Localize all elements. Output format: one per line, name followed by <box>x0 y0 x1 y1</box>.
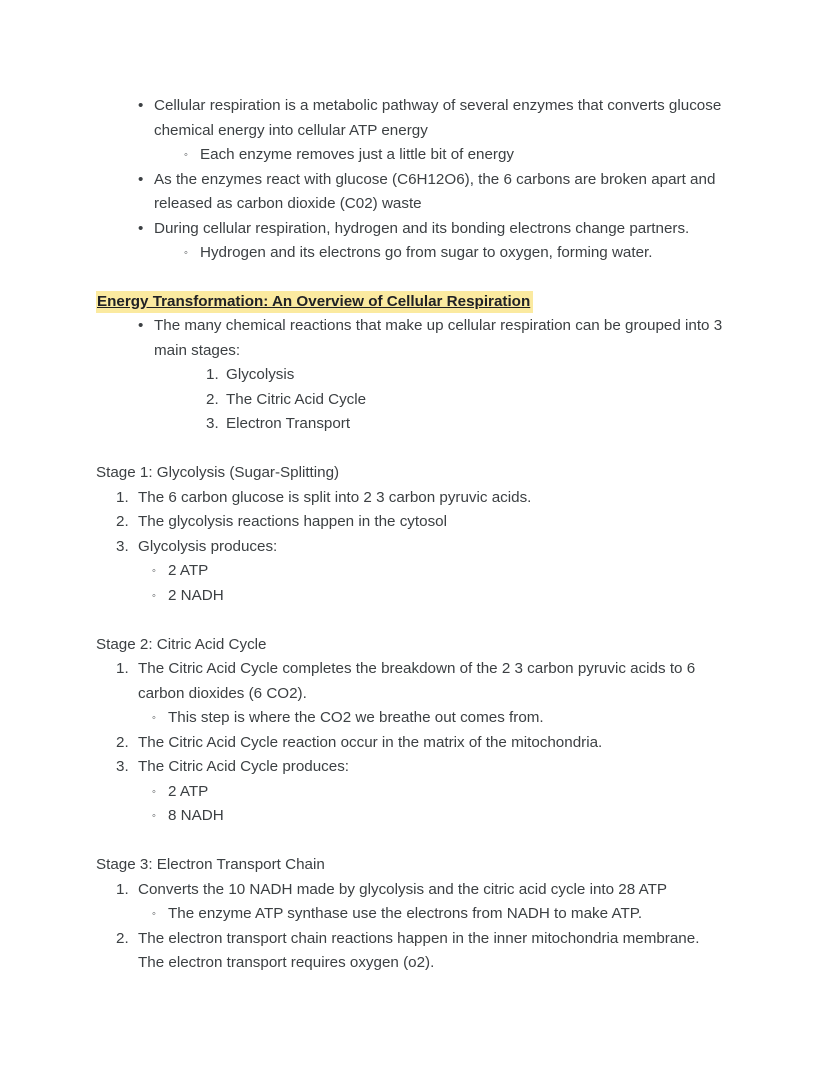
stage-2-sub-list-2 <box>152 780 730 829</box>
list-item <box>116 657 730 731</box>
list-item <box>184 143 730 168</box>
list-item <box>152 584 730 609</box>
list-item <box>116 535 730 609</box>
list-item <box>116 510 730 535</box>
list-item-text: The Citric Acid Cycle reaction occur in the matrix of the mitochondria. <box>138 733 603 751</box>
list-item <box>116 486 730 511</box>
list-number: 3. <box>116 758 129 775</box>
list-item-text: Glycolysis <box>226 366 295 383</box>
list-number: 2. <box>206 390 219 408</box>
stage-3-title: Stage 3: Electron Transport Chain <box>96 856 325 873</box>
stage-1-sub-list <box>152 559 730 608</box>
stage-1-list <box>116 486 730 609</box>
list-item-text: As the enzymes react with glucose (C6H12O6), the 6 carbons are broken apart and released as carbon dioxide (C02) waste <box>154 170 716 212</box>
section-gap <box>96 437 730 462</box>
list-item <box>152 559 730 584</box>
list-item-text: During cellular respiration, hydrogen and its bonding electrons change partners. <box>154 219 690 237</box>
list-item-text: 2 ATP <box>168 782 209 800</box>
list-item-text: 2 NADH <box>168 586 224 604</box>
section-gap <box>96 608 730 633</box>
stage-3-sub-list-0 <box>152 902 730 927</box>
intro-bullet-list <box>138 94 730 266</box>
stage-2-list <box>116 657 730 829</box>
list-item <box>116 927 730 976</box>
section-gap <box>96 829 730 854</box>
list-number: 2. <box>116 513 129 530</box>
list-item <box>138 314 730 437</box>
list-number: 1. <box>206 366 219 383</box>
bullet-icon: • <box>138 317 144 334</box>
list-item-text: 2 ATP <box>168 562 209 579</box>
list-item-text: The enzyme ATP synthase use the electrons from NADH to make ATP. <box>168 905 643 922</box>
list-item-text: The electron transport chain reactions happen in the inner mitochondria membrane. The electron transport requires oxygen (o2). <box>138 929 700 971</box>
bullet-icon: • <box>138 219 144 237</box>
hollow-bullet-icon: ◦ <box>152 810 156 822</box>
intro-sub-list-0 <box>184 143 730 168</box>
list-item <box>116 878 730 927</box>
list-item <box>152 902 730 927</box>
section-heading <box>96 290 730 315</box>
list-item-text: Each enzyme removes just a little bit of energy <box>200 146 515 163</box>
hollow-bullet-icon: ◦ <box>152 785 156 798</box>
hollow-bullet-icon: ◦ <box>152 589 156 602</box>
list-number: 3. <box>206 415 219 432</box>
list-item-text: The Citric Acid Cycle produces: <box>138 758 350 775</box>
list-item <box>116 755 730 829</box>
stage-3-list <box>116 878 730 976</box>
list-number: 2. <box>116 929 129 947</box>
list-item <box>116 731 730 756</box>
section-heading-text: Energy Transformation: An Overview of Cellular Respiration <box>96 291 533 313</box>
list-item <box>152 804 730 829</box>
list-item <box>138 217 730 266</box>
list-item-text: This step is where the CO2 we breathe out comes from. <box>168 709 544 726</box>
list-number: 2. <box>116 733 129 751</box>
list-item-text: Electron Transport <box>226 415 351 432</box>
list-item-text: Hydrogen and its electrons go from sugar to oxygen, forming water. <box>200 244 653 261</box>
list-number: 1. <box>116 880 129 898</box>
list-item-text: The Citric Acid Cycle <box>226 390 367 408</box>
overview-bullet-list <box>138 314 730 437</box>
intro-sub-list-2 <box>184 241 730 266</box>
list-item <box>138 168 730 217</box>
list-item-text: The Citric Acid Cycle completes the breakdown of the 2 3 carbon pyruvic acids to 6 carbon dioxides (6 CO2). <box>138 660 696 702</box>
list-item-text: 8 NADH <box>168 807 224 824</box>
list-item <box>152 706 730 731</box>
list-item-text: The 6 carbon glucose is split into 2 3 carbon pyruvic acids. <box>138 488 532 506</box>
list-item-text: Glycolysis produces: <box>138 537 278 555</box>
bullet-icon: • <box>138 170 144 188</box>
list-number: 1. <box>116 488 129 506</box>
hollow-bullet-icon: ◦ <box>152 565 156 577</box>
list-item-text: Cellular respiration is a metabolic pathway of several enzymes that converts glucose chemical energy into cellular ATP energy <box>154 97 722 139</box>
overview-stage-list <box>206 363 730 437</box>
stage-2-sub-list-0 <box>152 706 730 731</box>
list-number: 3. <box>116 537 129 555</box>
hollow-bullet-icon: ◦ <box>152 712 156 724</box>
document-body <box>96 94 730 976</box>
list-number: 1. <box>116 660 129 677</box>
list-item-text: Converts the 10 NADH made by glycolysis and the citric acid cycle into 28 ATP <box>138 880 667 898</box>
list-item <box>206 363 730 388</box>
hollow-bullet-icon: ◦ <box>152 908 156 920</box>
hollow-bullet-icon: ◦ <box>184 247 188 259</box>
hollow-bullet-icon: ◦ <box>184 149 188 161</box>
list-item <box>152 780 730 805</box>
stage-2-title: Stage 2: Citric Acid Cycle <box>96 635 267 653</box>
list-item-text: The many chemical reactions that make up cellular respiration can be grouped into 3 main stages: <box>154 317 723 359</box>
list-item-text: The glycolysis reactions happen in the cytosol <box>138 513 447 530</box>
list-item <box>138 94 730 168</box>
bullet-icon: • <box>138 97 144 114</box>
list-item <box>206 388 730 413</box>
stage-1-title: Stage 1: Glycolysis (Sugar-Splitting) <box>96 464 340 481</box>
list-item <box>184 241 730 266</box>
list-item <box>206 412 730 437</box>
